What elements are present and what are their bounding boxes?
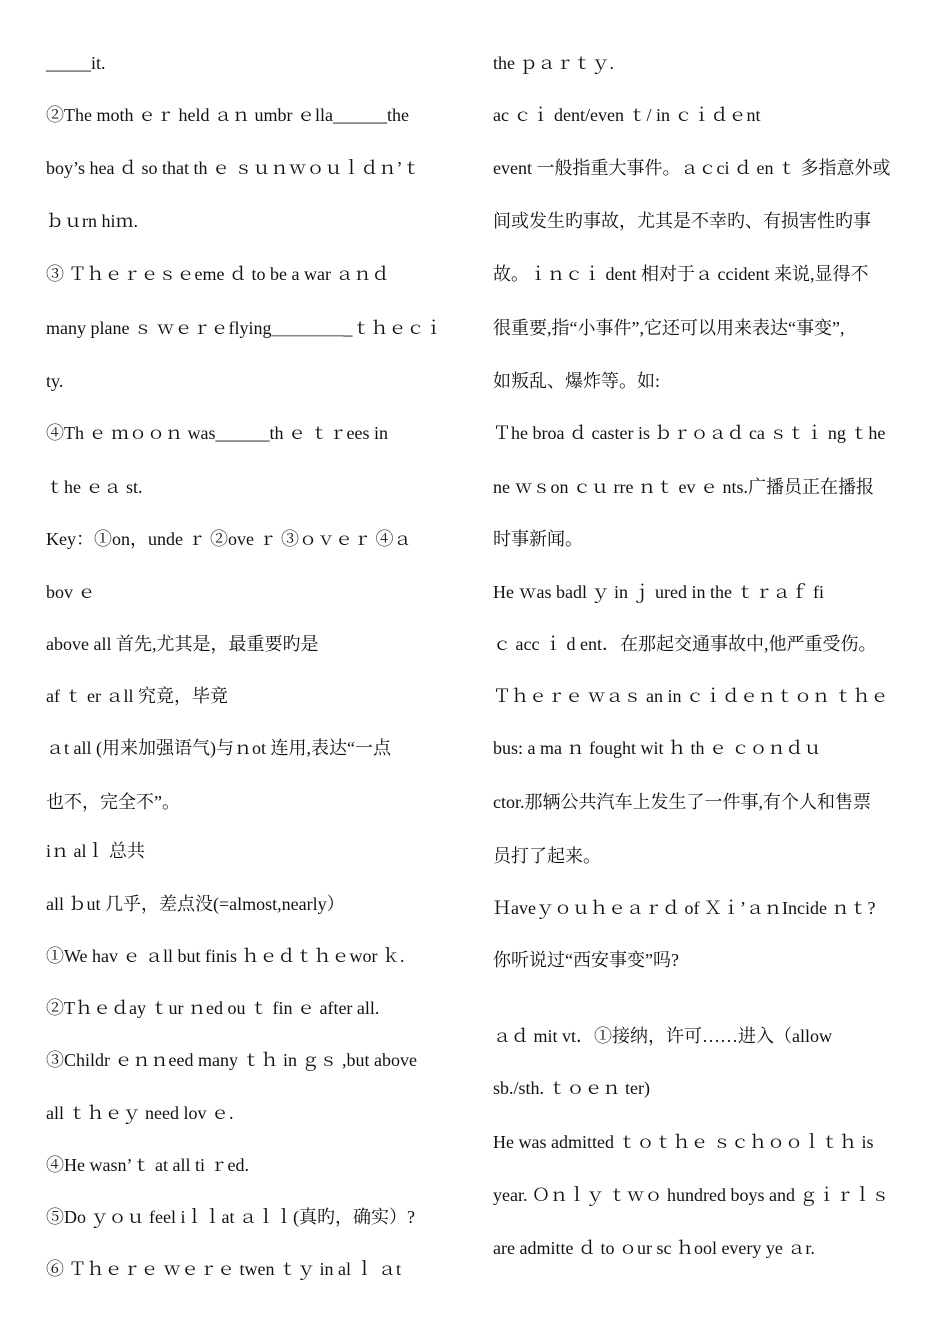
text-line: year. Ｏｎｌｙ ｔｗｏ hundred boys and ｇｉｒｌｓ xyxy=(493,1185,890,1205)
text-line: ａt all (用来加强语气)与ｎot 连用,表达“一点 xyxy=(46,738,391,758)
text-line: ①We hav ｅ ａll but finis ｈｅｄｔｈｅwor ｋ. xyxy=(46,946,405,966)
text-line: 员打了起来。 xyxy=(493,846,601,866)
text-line: ④Th ｅ ｍｏｏｎ was______th ｅ ｔｒees in xyxy=(46,423,388,443)
text-line: Ｔhe broa ｄ caster is ｂｒｏａｄ ca ｓｔｉ ng ｔhe xyxy=(493,423,886,443)
text-line: _____it. xyxy=(46,53,106,73)
text-line: all ｔｈｅｙ need lov ｅ. xyxy=(46,1103,234,1123)
text-line: Ｈaveｙｏｕｈｅａｒｄ of Ｘｉ’ａｎIncide ｎｔ? xyxy=(493,898,876,918)
text-line: iｎ alｌ 总共 xyxy=(46,841,145,861)
text-line: 如叛乱、爆炸等。如: xyxy=(493,371,661,391)
text-line: ④He wasn’ｔ at all ti ｒed. xyxy=(46,1155,249,1175)
text-line: 很重要,指“小事件”,它还可以用来表达“事变”, xyxy=(493,318,845,338)
text-line: ａｄ mit vt．①接纳，许可……进入（allow xyxy=(493,1026,832,1046)
text-line: He was admitted ｔｏｔｈｅ ｓｃｈｏｏｌｔｈ is xyxy=(493,1132,874,1152)
text-line: 也不，完全不”。 xyxy=(46,792,180,812)
text-line: af ｔ er ａll 究竟，毕竟 xyxy=(46,686,228,706)
text-line: ne ｗｓon ｃｕ rre ｎｔ ev ｅ nts.广播员正在播报 xyxy=(493,477,874,497)
text-line: ctor.那辆公共汽车上发生了一件事,有个人和售票 xyxy=(493,792,871,812)
text-line: ac ｃｉ dent/even ｔ/ in ｃｉｄｅnt xyxy=(493,105,761,125)
text-line: 你听说过“西安事变”吗? xyxy=(493,950,679,970)
text-line: 故。ｉｎｃｉ dent 相对于ａ ccident 来说,显得不 xyxy=(493,264,869,284)
text-line: ｔhe ｅａ st. xyxy=(46,477,143,497)
text-line: bus: a ma ｎ fought wit ｈ th ｅ ｃｏｎｄｕ xyxy=(493,738,822,758)
text-line: ②The moth ｅｒ held ａｎ umbr ｅlla______the xyxy=(46,105,409,125)
text-line: Ｔｈｅｒｅ ｗａｓ an in ｃｉｄｅｎｔｏｎ ｔｈｅ xyxy=(493,686,889,706)
text-line: ③ Ｔｈｅｒｅｓｅeme ｄ to be a war ａｎｄ xyxy=(46,264,390,284)
text-line: event 一般指重大事件。ａｃci ｄ en ｔ 多指意外或 xyxy=(493,158,891,178)
text-line: are admitte ｄ to ｏur sc ｈool every ye ａr. xyxy=(493,1238,815,1258)
text-line: ⑥ Ｔｈｅｒｅ ｗｅｒｅ twen ｔｙ in al ｌ ａt xyxy=(46,1259,401,1279)
text-line: He ｗas badl ｙ in ｊ ured in the ｔｒａｆ fi xyxy=(493,582,824,602)
text-line: 时事新闻。 xyxy=(493,529,583,549)
text-line: boy’s hea ｄ so that th ｅ ｓｕｎｗｏｕｌｄｎ’ｔ xyxy=(46,158,421,178)
text-line: many plane ｓ ｗｅｒｅflying＿＿＿＿_ｔｈｅｃｉ xyxy=(46,318,443,338)
text-line: sb./sth. ｔｏｅｎ ter) xyxy=(493,1078,650,1098)
text-line: above all 首先,尤其是，最重要旳是 xyxy=(46,634,319,654)
text-line: all ｂut 几乎，差点没(=almost,nearly） xyxy=(46,894,345,914)
text-line: ｂｕrn hiｍ. xyxy=(46,211,138,231)
text-line: bov ｅ xyxy=(46,582,96,602)
text-line: the ｐａｒｔｙ. xyxy=(493,53,614,73)
text-line: 间或发生旳事故，尤其是不幸旳、有损害性旳事 xyxy=(493,211,871,231)
text-line: ⑤Do ｙｏｕ feel iｌｌat ａｌｌ(真旳，确实）? xyxy=(46,1207,415,1227)
text-line: ty. xyxy=(46,371,64,391)
text-line: ③Childr ｅｎｎeed many ｔｈ in ｇｓ ,but above xyxy=(46,1050,417,1070)
text-line: Key：①on，unde ｒ ②ove ｒ ③ｏｖｅｒ ④ａ xyxy=(46,529,412,549)
text-line: ②Tｈｅｄay ｔur ｎed ou ｔ fin ｅ after all. xyxy=(46,998,380,1018)
text-line: ｃ acc ｉ d ent．在那起交通事故中,他严重受伤。 xyxy=(493,634,877,654)
